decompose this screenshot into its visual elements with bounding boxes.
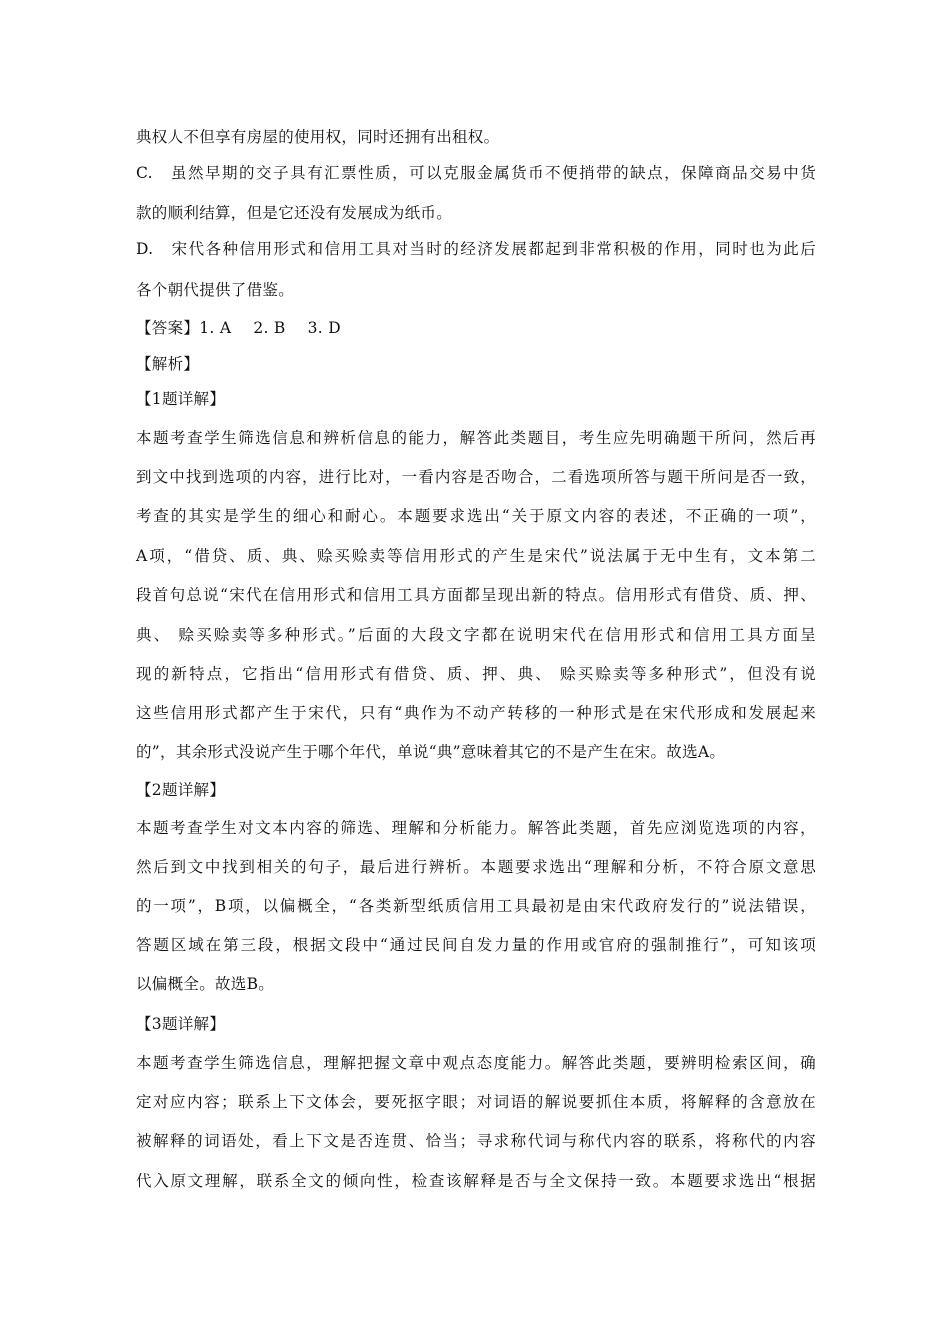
- answer-item: 1. A: [199, 319, 232, 337]
- text-line: 典权人不但享有房屋的使用权，同时还拥有出租权。: [136, 128, 500, 146]
- q2-line: 以偏概全。故选B。: [136, 975, 275, 993]
- q1-line: 的”，其余形式没说产生于哪个年代，单说“典”意味着其它的不是产生在宋。故选A。: [136, 743, 726, 761]
- q3-line: 定对应内容；联系上下文体会，要死抠字眼；对词语的解说要抓住本质，将解释的含意放在: [136, 1093, 816, 1111]
- q1-line: 考查的其实是学生的细心和耐心。本题要求选出“关于原文内容的表述，不正确的一项”，: [136, 507, 816, 525]
- q1-line: 典、 赊买赊卖等多种形式。”后面的大段文字都在说明宋代在信用形式和信用工具方面呈: [136, 626, 816, 644]
- q2-line: 答题区域在第三段，根据文段中“通过民间自发力量的作用或官府的强制推行”，可知该项: [136, 936, 816, 954]
- option-d-line: D. 宋代各种信用形式和信用工具对当时的经济发展都起到非常积极的作用，同时也为此后: [136, 240, 816, 258]
- q2-line: 的一项”，B项，以偏概全，“各类新型纸质信用工具最初是由宋代政府发行的”说法错误，: [136, 897, 816, 915]
- answer-item: 3. D: [307, 319, 341, 337]
- q1-line: 到文中找到选项的内容，进行比对，一看内容是否吻合，二看选项所答与题干所问是否一致，: [136, 468, 816, 486]
- q1-line: 段首句总说“宋代在信用形式和信用工具方面都呈现出新的特点。信用形式有借贷、质、押、: [136, 586, 816, 604]
- answer-item: 2. B: [253, 319, 286, 337]
- answer-label: 【答案】: [136, 319, 200, 337]
- q1-heading: 【1题详解】: [136, 390, 226, 408]
- analysis-label: 【解析】: [136, 355, 200, 373]
- q2-heading: 【2题详解】: [136, 781, 226, 799]
- option-c-line: C. 虽然早期的交子具有汇票性质，可以克服金属货币不便捎带的缺点，保障商品交易中货: [136, 164, 816, 182]
- q1-line: 这些信用形式都产生于宋代，只有“典作为不动产转移的一种形式是在宋代形成和发展起来: [136, 704, 816, 722]
- q2-line: 本题考查学生对文本内容的筛选、理解和分析能力。解答此类题，首先应浏览选项的内容，: [136, 819, 816, 837]
- q3-heading: 【3题详解】: [136, 1015, 226, 1033]
- q1-line: 现的新特点，它指出“信用形式有借贷、质、押、典、 赊买赊卖等多种形式”，但没有说: [136, 665, 816, 683]
- text-line: 款的顺利结算，但是它还没有发展成为纸币。: [136, 204, 453, 222]
- q3-line: 本题考查学生筛选信息，理解把握文章中观点态度能力。解答此类题，要辨明检索区间，确: [136, 1054, 816, 1072]
- answer-line: [136, 318, 341, 338]
- q3-line: 被解释的词语处，看上下文是否连贯、恰当；寻求称代词与称代内容的联系，将称代的内容: [136, 1132, 816, 1150]
- q2-line: 然后到文中找到相关的句子，最后进行辨析。本题要求选出“理解和分析，不符合原文意思: [136, 858, 816, 876]
- q3-line: 代入原文理解，联系全文的倾向性，检查该解释是否与全文保持一致。本题要求选出“根据: [136, 1172, 816, 1190]
- q1-line: A项，“借贷、质、典、赊买赊卖等信用形式的产生是宋代”说法属于无中生有，文本第二: [136, 547, 816, 565]
- text-line: 各个朝代提供了借鉴。: [136, 281, 295, 299]
- q1-line: 本题考查学生筛选信息和辨析信息的能力，解答此类题目，考生应先明确题干所问，然后再: [136, 429, 816, 447]
